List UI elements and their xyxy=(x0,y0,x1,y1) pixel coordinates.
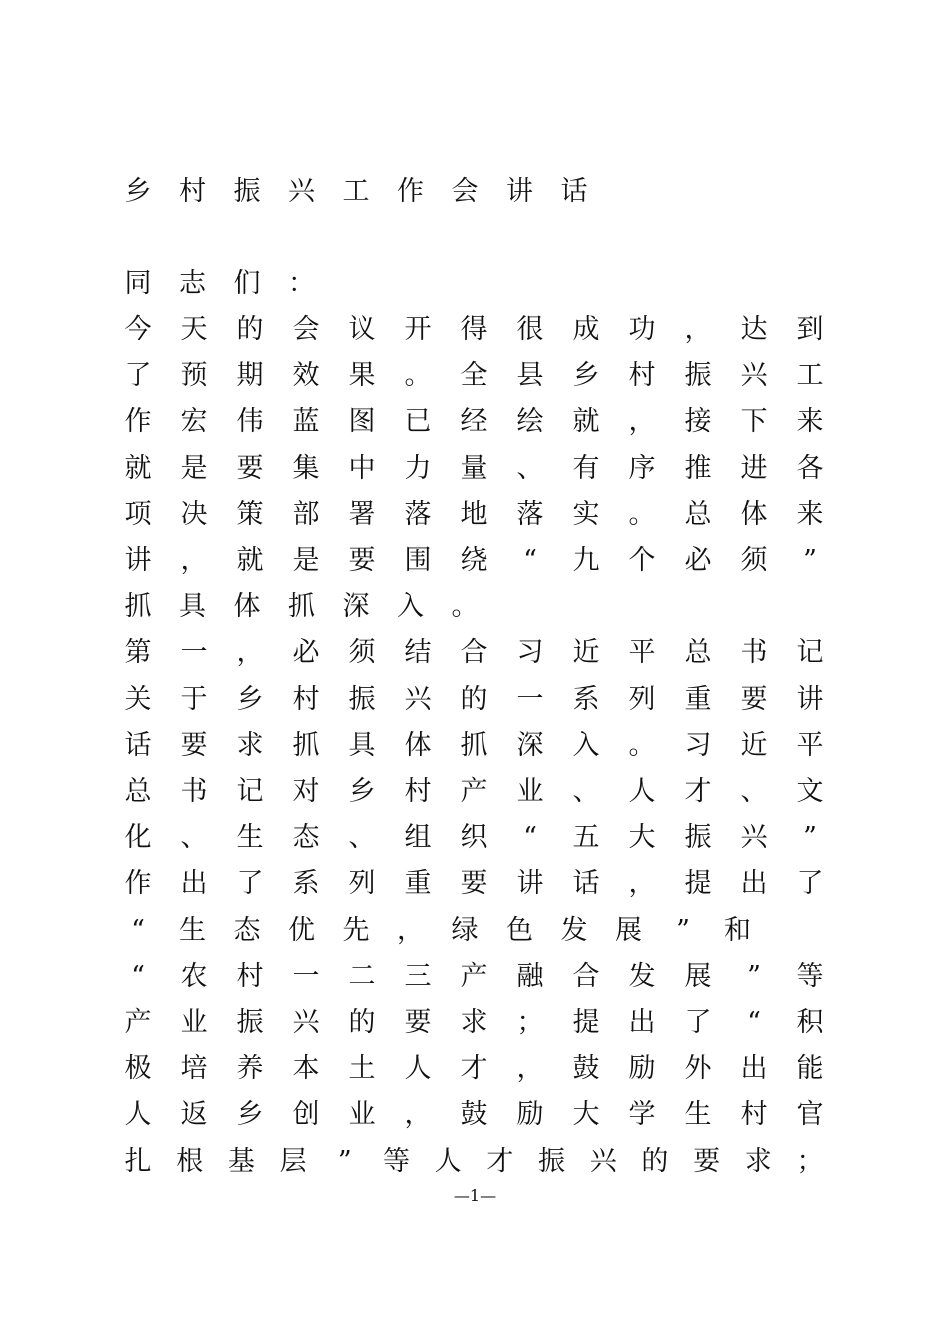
body-line: 今 天 的 会 议 开 得 很 成 功 ， 达 到 xyxy=(124,314,824,345)
body-line: 总 书 记 对 乡 村 产 业 、 人 才 、 文 xyxy=(124,776,824,807)
document-title: 乡 村 振 兴 工 作 会 讲 话 xyxy=(124,176,588,207)
greeting: 同 志 们 ： xyxy=(124,268,315,299)
body-line: 化 、 生 态 、 组 织 “ 五 大 振 兴 ” xyxy=(124,822,817,854)
body-line: 了 预 期 效 果 。 全 县 乡 村 振 兴 工 xyxy=(124,360,824,392)
body-line: “ 农 村 一 二 三 产 融 合 发 展 ” 等 xyxy=(131,960,824,992)
body-line: 极 培 养 本 土 人 才 ， 鼓 励 外 出 能 xyxy=(124,1053,824,1085)
body-line: 人 返 乡 创 业 ， 鼓 励 大 学 生 村 官 xyxy=(124,1099,824,1131)
body-line: 作 宏 伟 蓝 图 已 经 绘 就 ， 接 下 来 xyxy=(124,406,824,438)
body-line: “ 生 态 优 先 ， 绿 色 发 展 ” 和 xyxy=(131,914,751,946)
body-line: 抓 具 体 抓 深 入 。 xyxy=(124,591,479,623)
body-line: 就 是 要 集 中 力 量 、 有 序 推 进 各 xyxy=(124,452,824,484)
body-line: 项 决 策 部 署 落 地 落 实 。 总 体 来 xyxy=(124,498,824,530)
body-line: 作 出 了 系 列 重 要 讲 话 ， 提 出 了 xyxy=(124,868,824,900)
body-line: 第 一 ， 必 须 结 合 习 近 平 总 书 记 xyxy=(124,637,824,669)
body-line: 讲 ， 就 是 要 围 绕 “ 九 个 必 须 ” xyxy=(124,545,817,576)
body-line: 产 业 振 兴 的 要 求 ； 提 出 了 “ 积 xyxy=(124,1007,824,1038)
body-line: 话 要 求 抓 具 体 抓 深 入 。 习 近 平 xyxy=(124,729,824,761)
body-line: 扎 根 基 层 ” 等 人 才 振 兴 的 要 求 ； xyxy=(124,1145,824,1177)
body-line: 关 于 乡 村 振 兴 的 一 系 列 重 要 讲 xyxy=(124,683,824,715)
page-number: —1— xyxy=(453,1186,497,1205)
